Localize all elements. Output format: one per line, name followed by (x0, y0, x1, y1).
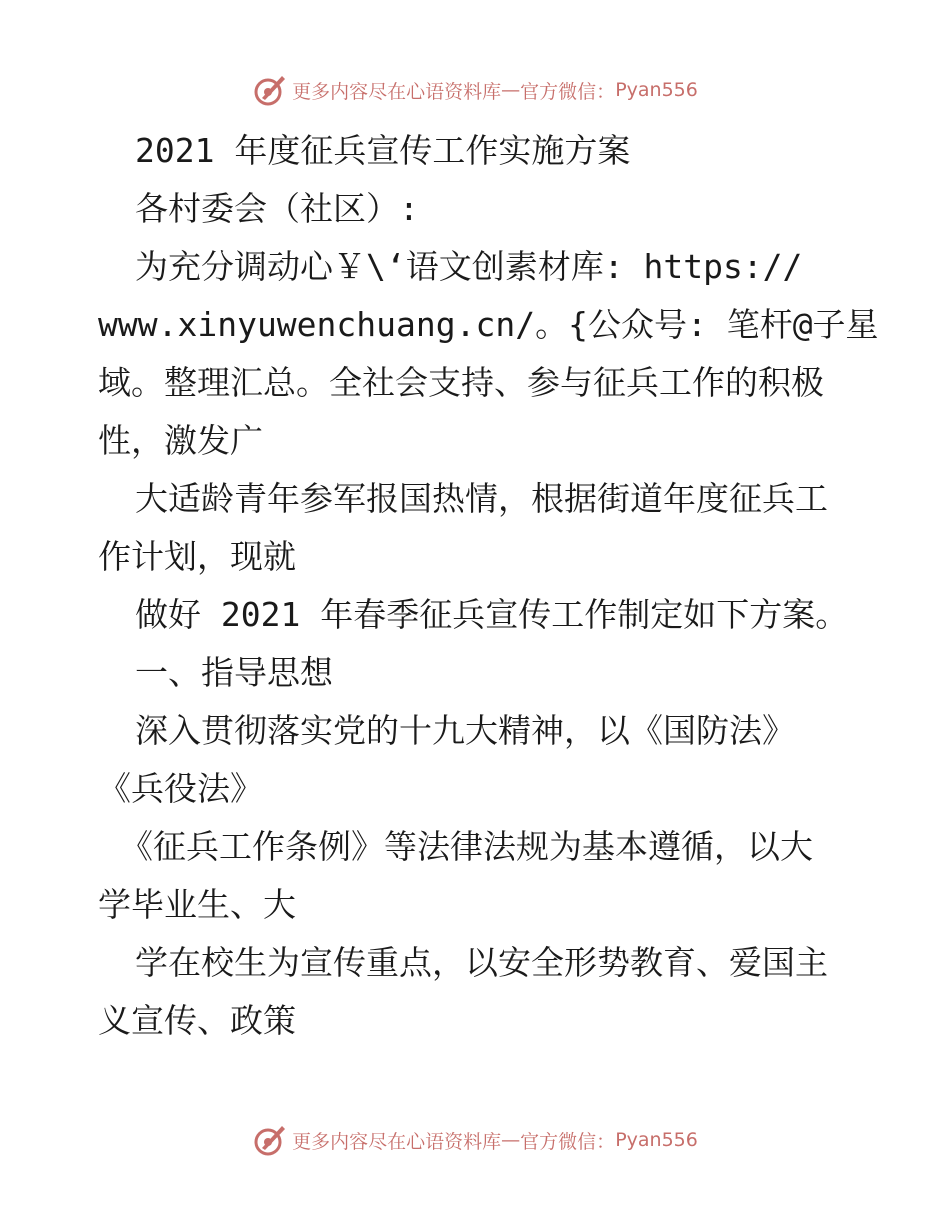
doc-line: 学在校生为宣传重点，以安全形势教育、爱国主 (135, 943, 828, 982)
doc-line: 《征兵工作条例》等法律法规为基本遵循，以大 (120, 827, 813, 866)
header-dash: — (501, 79, 521, 101)
doc-line: 深入贯彻落实党的十九大精神，以《国防法》 (135, 711, 795, 750)
doc-line: 为充分调动心￥\‘语文创素材库: https:// (135, 247, 803, 286)
footer-wechat-label: 官方微信： (520, 1130, 616, 1153)
doc-line: 做好 2021 年春季征兵宣传工作制定如下方案。 (135, 595, 849, 634)
quill-logo-icon (252, 72, 288, 108)
doc-line: www.xinyuwenchuang.cn/。{公众号: 笔杆@子星 (98, 305, 879, 344)
doc-line: 各村委会（社区）: (135, 189, 419, 228)
section-heading: 一、指导思想 (135, 653, 333, 692)
doc-line: 域。整理汇总。全社会支持、参与征兵工作的积极 (98, 363, 824, 402)
footer-watermark (0, 1120, 950, 1160)
doc-line: 义宣传、政策 (98, 1001, 296, 1040)
footer-dash: — (501, 1129, 521, 1151)
header-wechat-label: 官方微信： (520, 80, 616, 103)
doc-line: 大适龄青年参军报国热情，根据街道年度征兵工 (135, 479, 828, 518)
doc-line: 性，激发广 (98, 421, 263, 460)
header-wechat-id: Pyan556 (615, 79, 698, 101)
quill-logo-icon (252, 1122, 288, 1158)
doc-title: 2021 年度征兵宣传工作实施方案 (135, 131, 631, 170)
footer-site-text: 更多内容尽在心语资料库 (292, 1130, 502, 1153)
footer-wechat-id: Pyan556 (615, 1129, 698, 1151)
header-watermark (0, 70, 950, 110)
document-body (98, 122, 879, 1050)
header-site-text: 更多内容尽在心语资料库 (292, 80, 502, 103)
doc-line: 作计划，现就 (98, 537, 296, 576)
doc-line: 学毕业生、大 (98, 885, 296, 924)
doc-line: 《兵役法》 (98, 769, 263, 808)
